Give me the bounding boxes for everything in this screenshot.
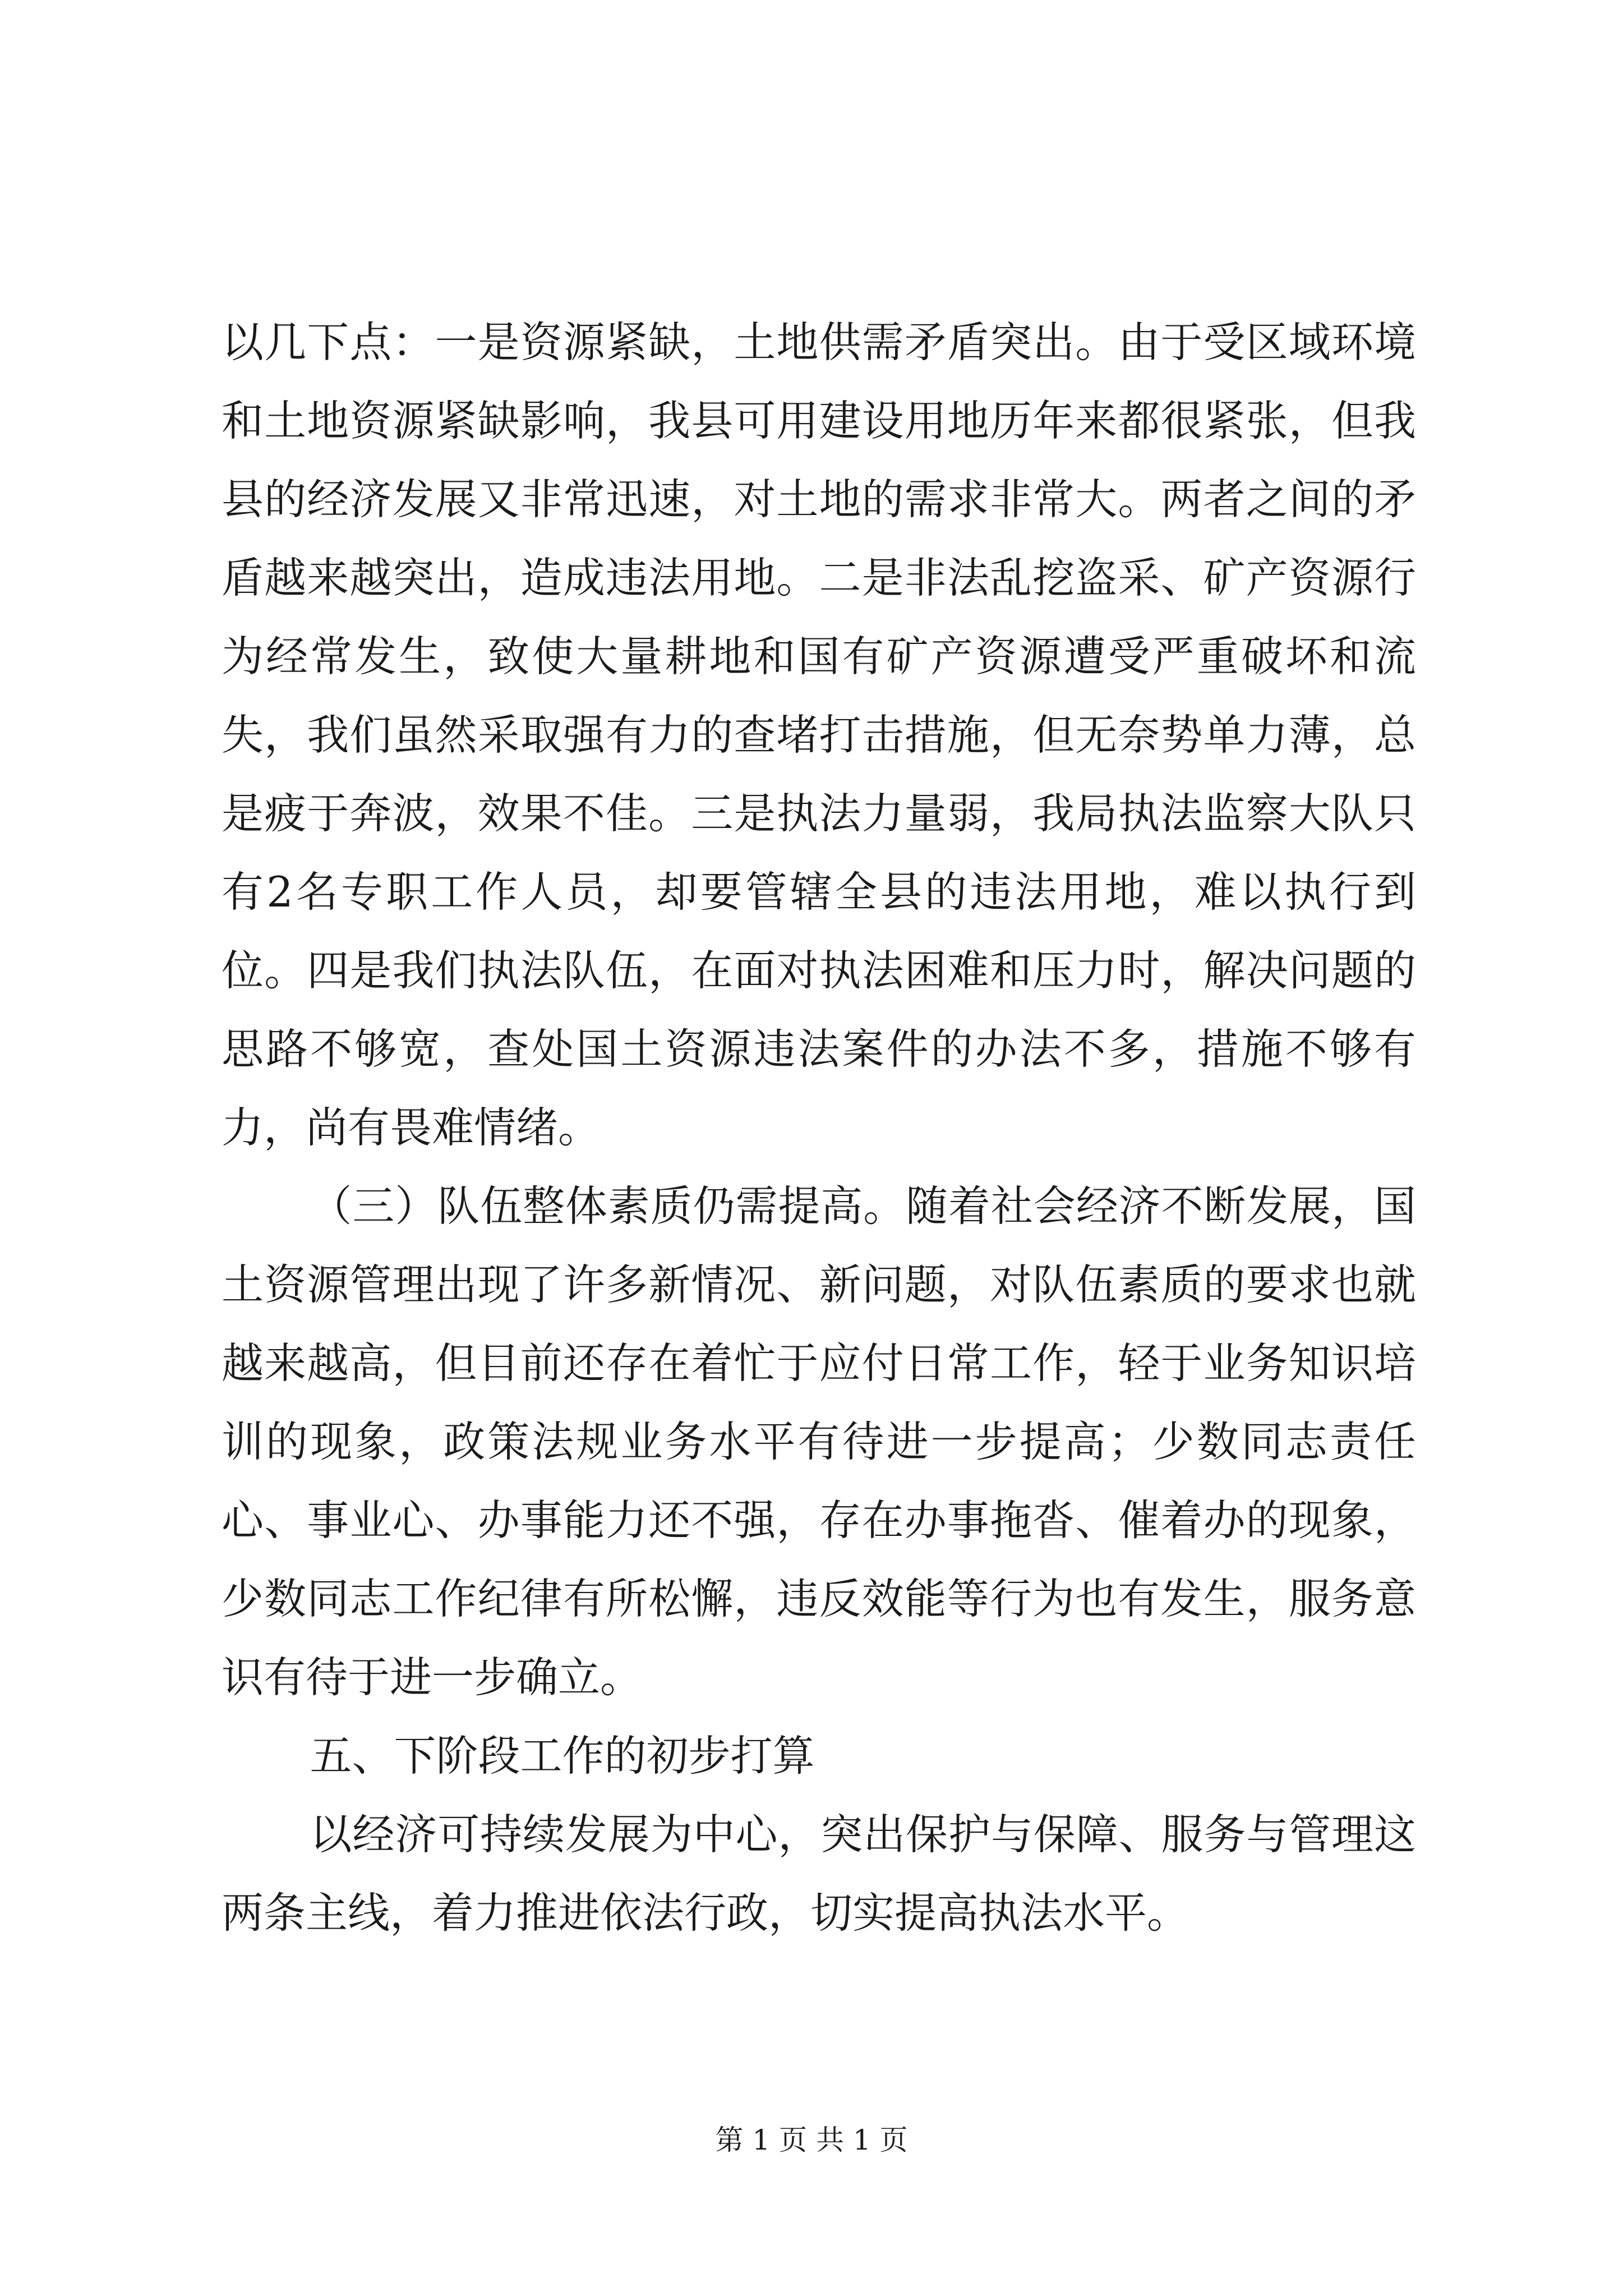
paragraph-1: 以几下点：一是资源紧缺，土地供需矛盾突出。由于受区域环境和土地资源紧缺影响，我县可用建设用地历年来都很紧张，但我县的经济发展又非常迅速，对土地的需求非常大。两者之间的矛盾越来越突出，造成违法用地。二是非法乱挖盗采、矿产资源行为经常发生，致使大量耕地和国有矿产资源遭受严重破坏和流失，我们虽然采取强有力的查堵打击措施，但无奈势单力薄，总是疲于奔波，效果不佳。三是执法力量弱，我局执法监察大队只有2名专职工作人员，却要管辖全县的违法用地，难以执行到位。四是我们执法队伍，在面对执法困难和压力时，解决问题的思路不够宽，查处国土资源违法案件的办法不多，措施不够有力，尚有畏难情绪。 bbox=[222, 318, 1416, 1152]
page-footer bbox=[0, 2120, 1623, 2160]
page-number: 第 1 页 共 1 页 bbox=[715, 2124, 908, 2156]
paragraph-2: （三）队伍整体素质仍需提高。随着社会经济不断发展，国土资源管理出现了许多新情况、新问题，对队伍素质的要求也就越来越高，但目前还存在着忙于应付日常工作，轻于业务知识培训的现象，政策法规业务水平有待进一步提高；少数同志责任心、事业心、办事能力还不强，存在办事拖沓、催着办的现象，少数同志工作纪律有所松懈，违反效能等行为也有发生，服务意识有待于进一步确立。 bbox=[222, 1181, 1416, 1702]
document-body bbox=[222, 303, 1416, 1952]
paragraph-3: 以经济可持续发展为中心，突出保护与保障、服务与管理这两条主线，着力推进依法行政，切实提高执法水平。 bbox=[222, 1810, 1416, 1938]
section-heading: 五、下阶段工作的初步打算 bbox=[310, 1731, 815, 1780]
